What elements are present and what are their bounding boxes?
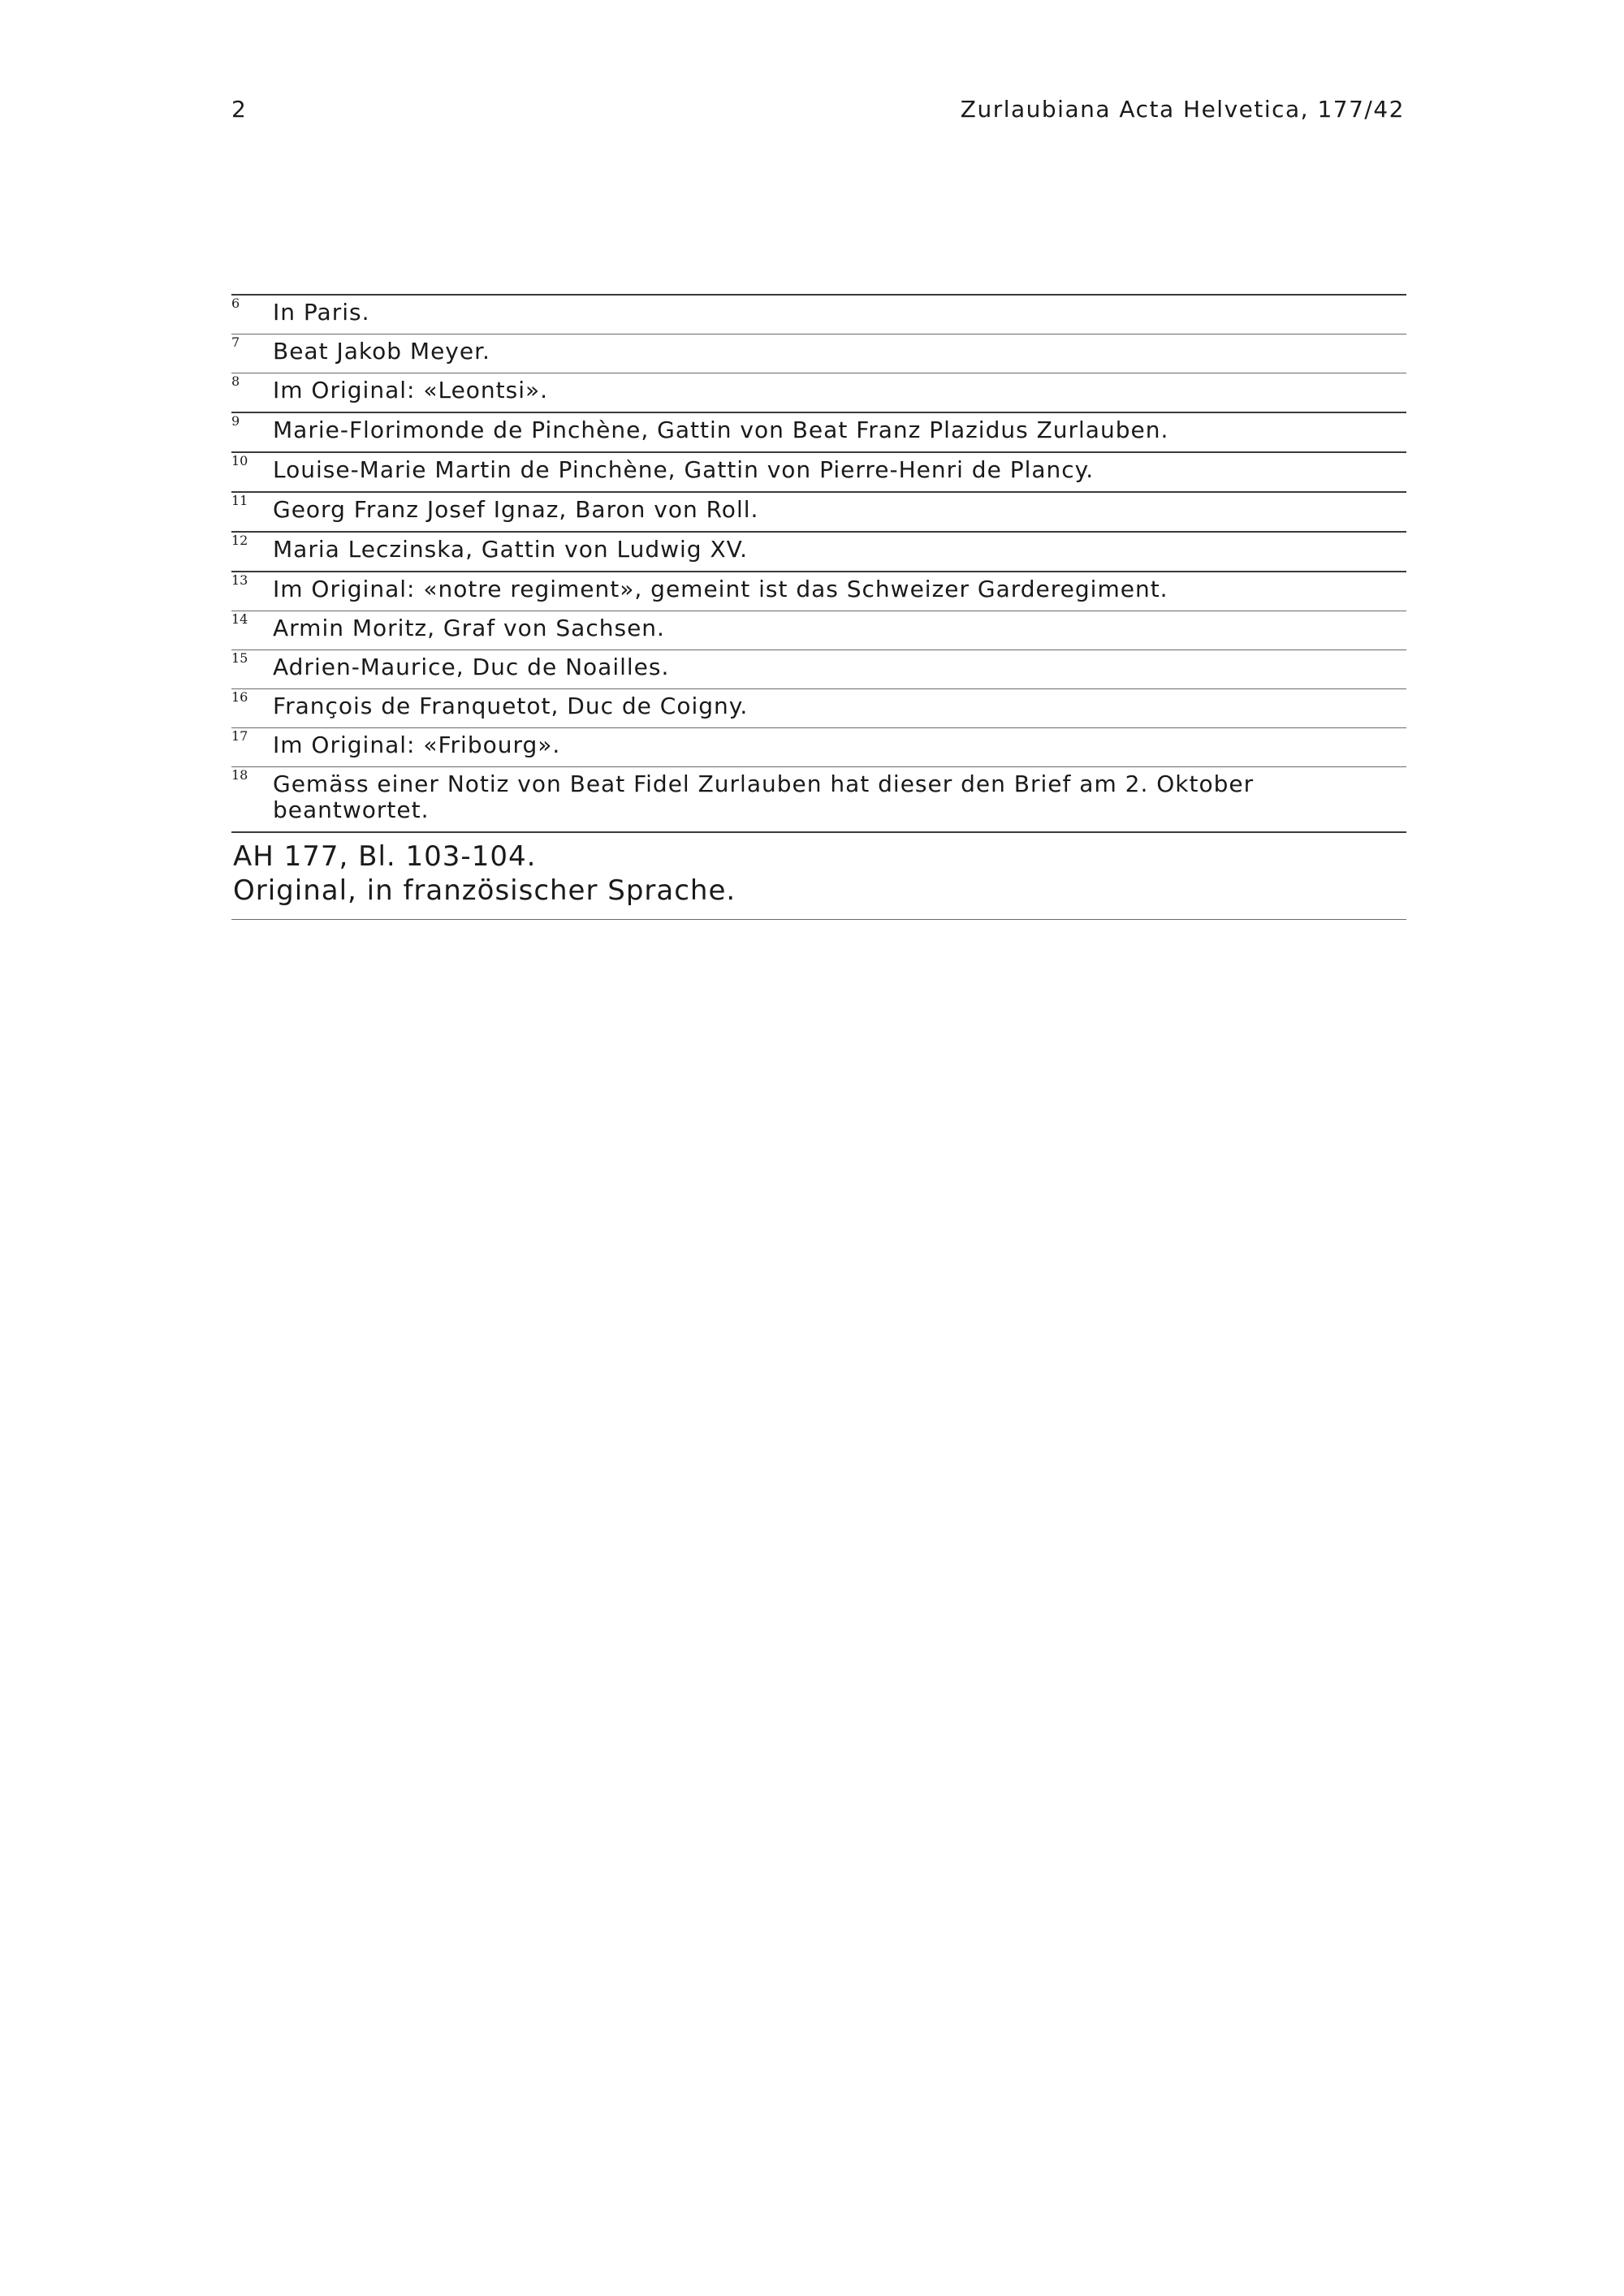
source-language: Original, in französischer Sprache.	[233, 874, 736, 907]
footnote-number: 10	[231, 453, 248, 468]
footnote-number: 6	[231, 296, 240, 311]
footnote-number: 14	[231, 611, 248, 627]
footnote-number: 8	[231, 373, 240, 389]
footnote-15	[231, 650, 1406, 688]
footnote-number: 13	[231, 572, 248, 588]
footnote-number: 16	[231, 689, 248, 705]
footnote-13	[231, 571, 1406, 611]
footnote-text: Adrien-Maurice, Duc de Noailles.	[273, 654, 670, 680]
source-reference: AH 177, Bl. 103-104.	[233, 840, 537, 873]
footnote-text: Beat Jakob Meyer.	[273, 338, 490, 365]
footnote-6	[231, 294, 1406, 334]
footnote-number: 9	[231, 413, 240, 429]
footnote-14	[231, 611, 1406, 650]
footnote-text: Armin Moritz, Graf von Sachsen.	[273, 615, 665, 641]
footnote-number: 12	[231, 533, 248, 548]
footnote-9	[231, 412, 1406, 451]
footnote-12	[231, 531, 1406, 571]
footnote-7	[231, 334, 1406, 373]
footnote-text: Im Original: «Leontsi».	[273, 377, 549, 404]
footnote-text: Maria Leczinska, Gattin von Ludwig XV.	[273, 536, 749, 563]
page-number: 2	[231, 96, 247, 123]
footnote-text: Georg Franz Josef Ignaz, Baron von Roll.	[273, 496, 759, 523]
footnote-text: Gemäss einer Notiz von Beat Fidel Zurlauben hat dieser den Brief am 2. Oktober beantwortet.	[273, 770, 1255, 823]
footnote-17	[231, 727, 1406, 766]
footnote-10	[231, 451, 1406, 491]
footnote-text: In Paris.	[273, 299, 370, 326]
footnote-text: Marie-Florimonde de Pinchène, Gattin von Beat Franz Plazidus Zurlauben.	[273, 416, 1169, 443]
source-note	[231, 831, 1406, 920]
footnote-16	[231, 688, 1406, 727]
footnote-text: Im Original: «notre regiment», gemeint ist das Schweizer Garderegiment.	[273, 576, 1168, 602]
footnote-number: 18	[231, 767, 248, 783]
footnotes-list	[231, 294, 1406, 920]
footnote-number: 11	[231, 493, 248, 508]
footnote-number: 15	[231, 650, 248, 666]
footnote-text: François de Franquetot, Duc de Coigny.	[273, 693, 749, 719]
footnote-text: Louise-Marie Martin de Pinchène, Gattin von Pierre-Henri de Plancy.	[273, 456, 1095, 483]
running-title: Zurlaubiana Acta Helvetica, 177/42	[960, 96, 1405, 123]
page-header	[231, 96, 1405, 128]
footnote-11	[231, 491, 1406, 531]
footnote-text: Im Original: «Fribourg».	[273, 732, 561, 758]
footnote-number: 7	[231, 334, 240, 350]
footnote-8	[231, 373, 1406, 412]
footnote-18	[231, 766, 1406, 831]
footnote-number: 17	[231, 728, 248, 744]
